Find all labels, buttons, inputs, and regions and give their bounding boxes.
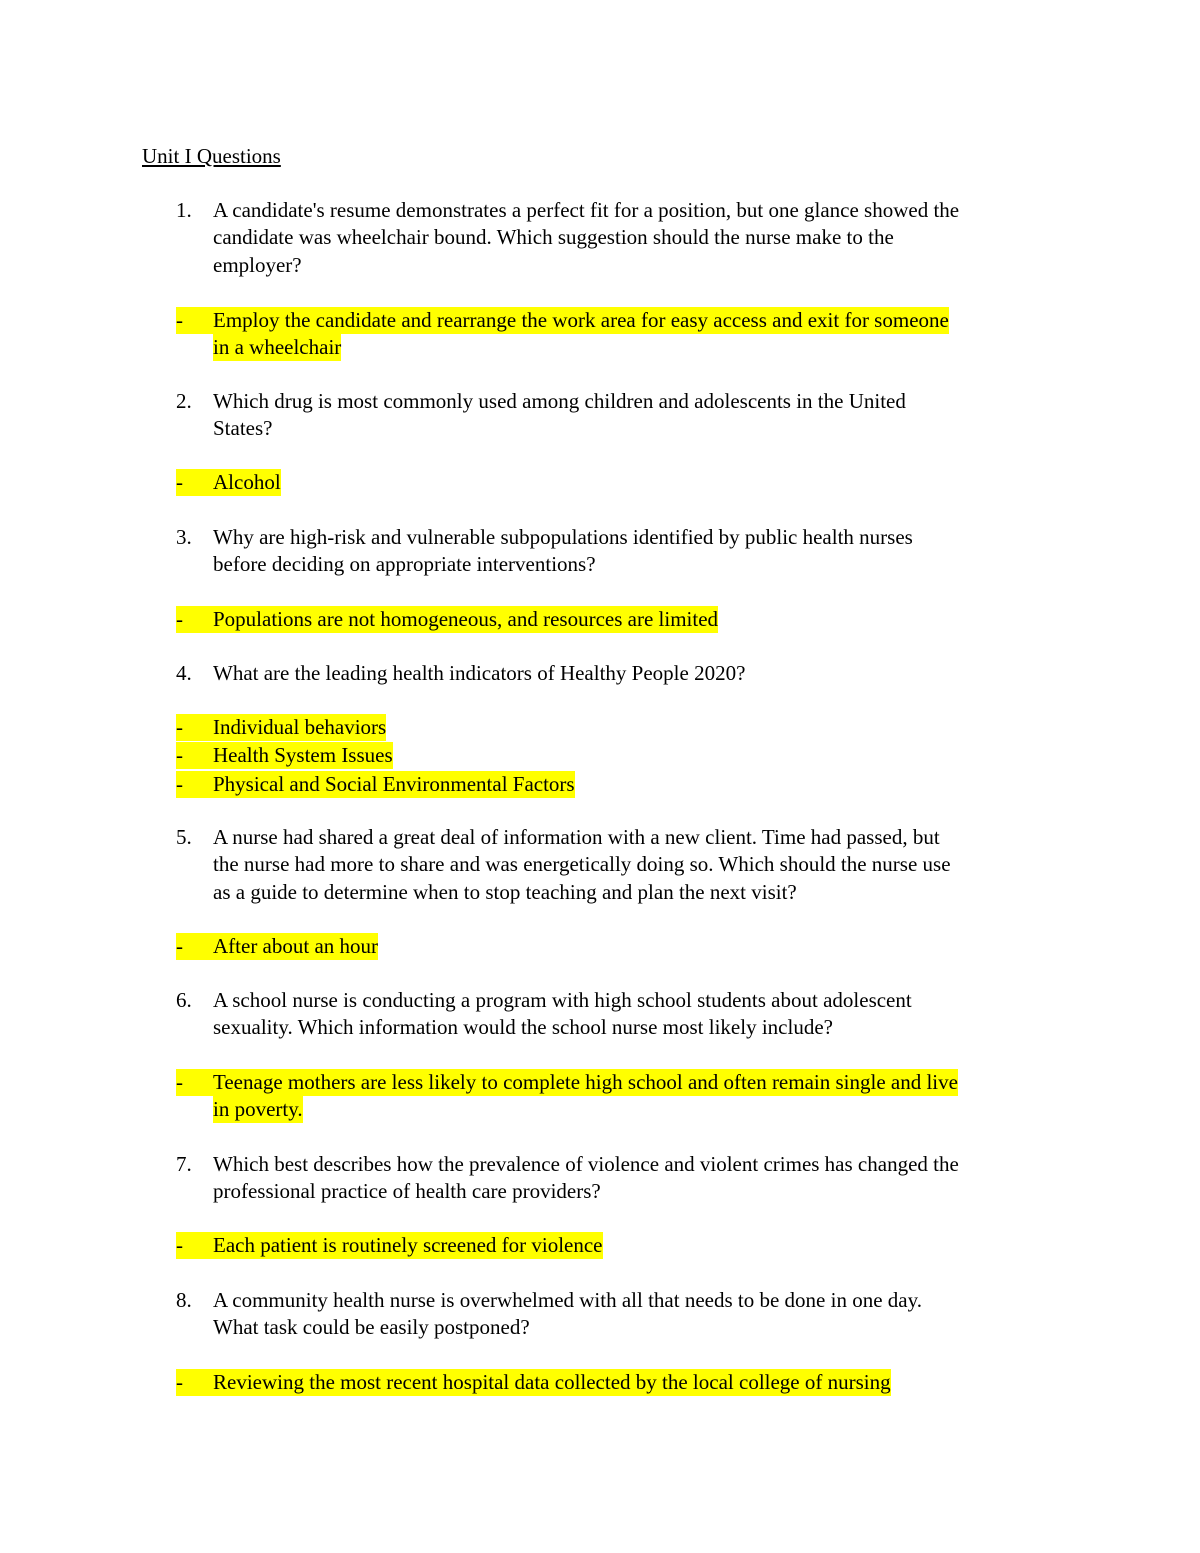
- question-number: 2.: [176, 389, 192, 413]
- document-title: Unit I Questions: [142, 144, 281, 168]
- answer-text-line: Alcohol: [213, 470, 281, 494]
- answer-bullet: -: [176, 714, 213, 741]
- question-text-line: professional practice of health care providers?: [213, 1179, 601, 1204]
- question-number: 3.: [176, 525, 192, 549]
- answer-text-line: After about an hour: [213, 934, 379, 958]
- answer-text-line: Reviewing the most recent hospital data collected by the local college of nursing: [213, 1370, 891, 1394]
- question-text-line: sexuality. Which information would the school nurse most likely include?: [213, 1015, 833, 1040]
- question-text-line: as a guide to determine when to stop teaching and plan the next visit?: [213, 879, 797, 904]
- answer-text-line: Individual behaviors: [213, 715, 387, 739]
- question-number: 5.: [176, 825, 192, 849]
- question-text-line: What task could be easily postponed?: [213, 1315, 530, 1340]
- answer-text-line: in a wheelchair: [213, 335, 342, 360]
- question-text-line: What are the leading health indicators of Healthy People 2020?: [213, 661, 746, 685]
- question-text-line: A nurse had shared a great deal of information with a new client. Time had passed, but: [213, 825, 940, 849]
- answer-text-line: Physical and Social Environmental Factors: [213, 772, 575, 796]
- answer-bullet: -: [176, 1232, 213, 1259]
- answer-text-line: Health System Issues: [213, 743, 393, 767]
- question-number: 1.: [176, 198, 192, 222]
- question-text-line: the nurse had more to share and was energetically doing so. Which should the nurse use: [213, 852, 951, 877]
- answer-text-line: Teenage mothers are less likely to complete high school and often remain single and live: [213, 1070, 958, 1094]
- answer-text-line: Populations are not homogeneous, and resources are limited: [213, 607, 719, 631]
- question-text-line: Why are high-risk and vulnerable subpopulations identified by public health nurses: [213, 525, 913, 549]
- answer-bullet: -: [176, 1369, 213, 1396]
- question-number: 7.: [176, 1152, 192, 1176]
- question-text-line: A candidate's resume demonstrates a perfect fit for a position, but one glance showed the: [213, 198, 960, 222]
- answer-bullet: -: [176, 1069, 213, 1096]
- answer-bullet: -: [176, 606, 213, 633]
- answer-bullet: -: [176, 933, 213, 960]
- question-text-line: States?: [213, 416, 273, 441]
- answer-text-line: Each patient is routinely screened for violence: [213, 1233, 603, 1257]
- answer-text-line: in poverty.: [213, 1097, 303, 1122]
- answer-bullet: -: [176, 469, 213, 496]
- question-text-line: employer?: [213, 252, 302, 277]
- answer-bullet: -: [176, 307, 213, 334]
- answer-bullet: -: [176, 771, 213, 798]
- question-number: 8.: [176, 1288, 192, 1312]
- question-text-line: Which drug is most commonly used among children and adolescents in the United: [213, 389, 906, 413]
- question-text-line: candidate was wheelchair bound. Which suggestion should the nurse make to the: [213, 225, 894, 250]
- question-text-line: before deciding on appropriate interventions?: [213, 552, 596, 577]
- question-number: 6.: [176, 988, 192, 1012]
- answer-text-line: Employ the candidate and rearrange the work area for easy access and exit for someone: [213, 308, 949, 332]
- question-text-line: Which best describes how the prevalence of violence and violent crimes has changed the: [213, 1152, 959, 1176]
- question-text-line: A school nurse is conducting a program with high school students about adolescent: [213, 988, 912, 1012]
- question-text-line: A community health nurse is overwhelmed with all that needs to be done in one day.: [213, 1288, 922, 1312]
- answer-bullet: -: [176, 742, 213, 769]
- question-number: 4.: [176, 661, 192, 685]
